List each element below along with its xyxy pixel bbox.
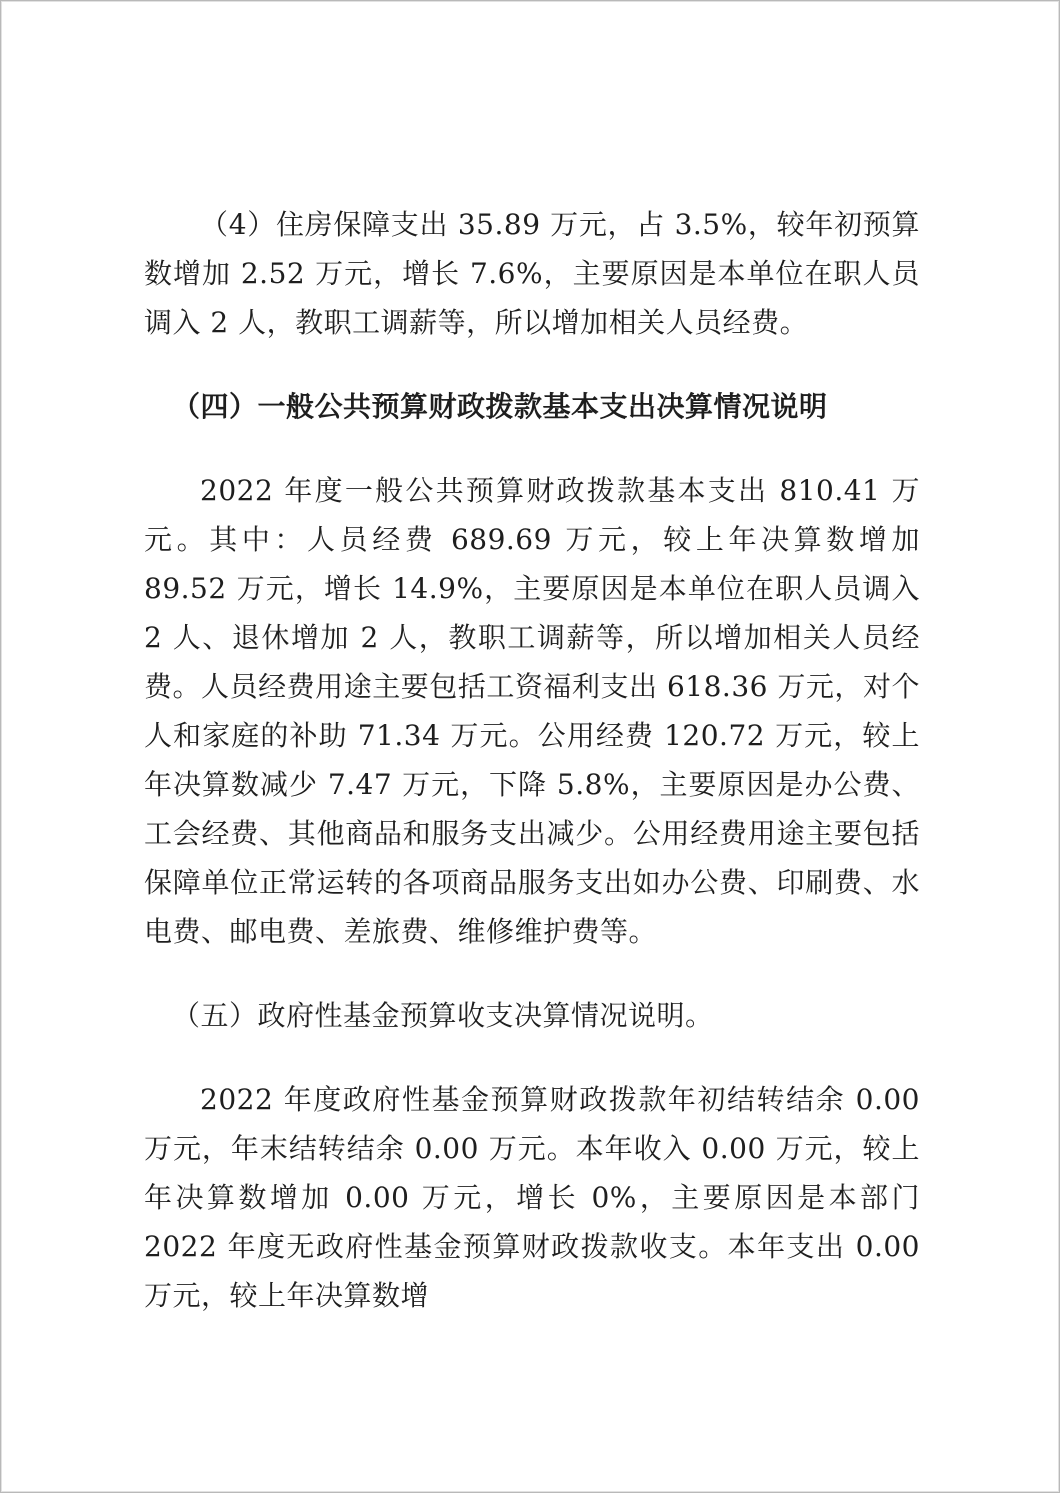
section-heading-basic-expenditure: （四）一般公共预算财政拨款基本支出决算情况说明 — [172, 390, 828, 423]
section-heading-government-fund: （五）政府性基金预算收支决算情况说明。 — [172, 999, 714, 1032]
spacer — [144, 347, 920, 382]
paragraph-government-fund: 2022 年度政府性基金预算财政拨款年初结转结余 0.00 万元，年末结转结余 0.00 万元。本年收入 0.00 万元，较上年决算数增加 0.00 万元，增长 0%，主要原因是本部门 2022 年度无政府性基金预算财政拨款收支。本年支出 0.00 万元，较上年决算数增 — [144, 1083, 920, 1312]
spacer — [144, 1040, 920, 1075]
paragraph-housing-expenditure: （4）住房保障支出 35.89 万元，占 3.5%，较年初预算数增加 2.52 万元，增长 7.6%，主要原因是本单位在职人员调入 2 人，教职工调薪等，所以增加相关人员经费。 — [144, 208, 920, 339]
spacer — [144, 956, 920, 991]
spacer — [144, 431, 920, 466]
document-body — [144, 200, 920, 1320]
paragraph-basic-expenditure: 2022 年度一般公共预算财政拨款基本支出 810.41 万元。其中：人员经费 689.69 万元，较上年决算数增加 89.52 万元，增长 14.9%，主要原因是本单位在职人员调入 2 人、退休增加 2 人，教职工调薪等，所以增加相关人员经费。人员经费用途主要包括工资福利支出 618.36 万元，对个人和家庭的补助 71.34 万元。公用经费 120.72 万元，较上年决算数减少 7.47 万元，下降 5.8%，主要原因是办公费、工会经费、其他商品和服务支出减少。公用经费用途主要包括保障单位正常运转的各项商品服务支出如办公费、印刷费、水电费、邮电费、差旅费、维修维护费等。 — [144, 474, 920, 948]
